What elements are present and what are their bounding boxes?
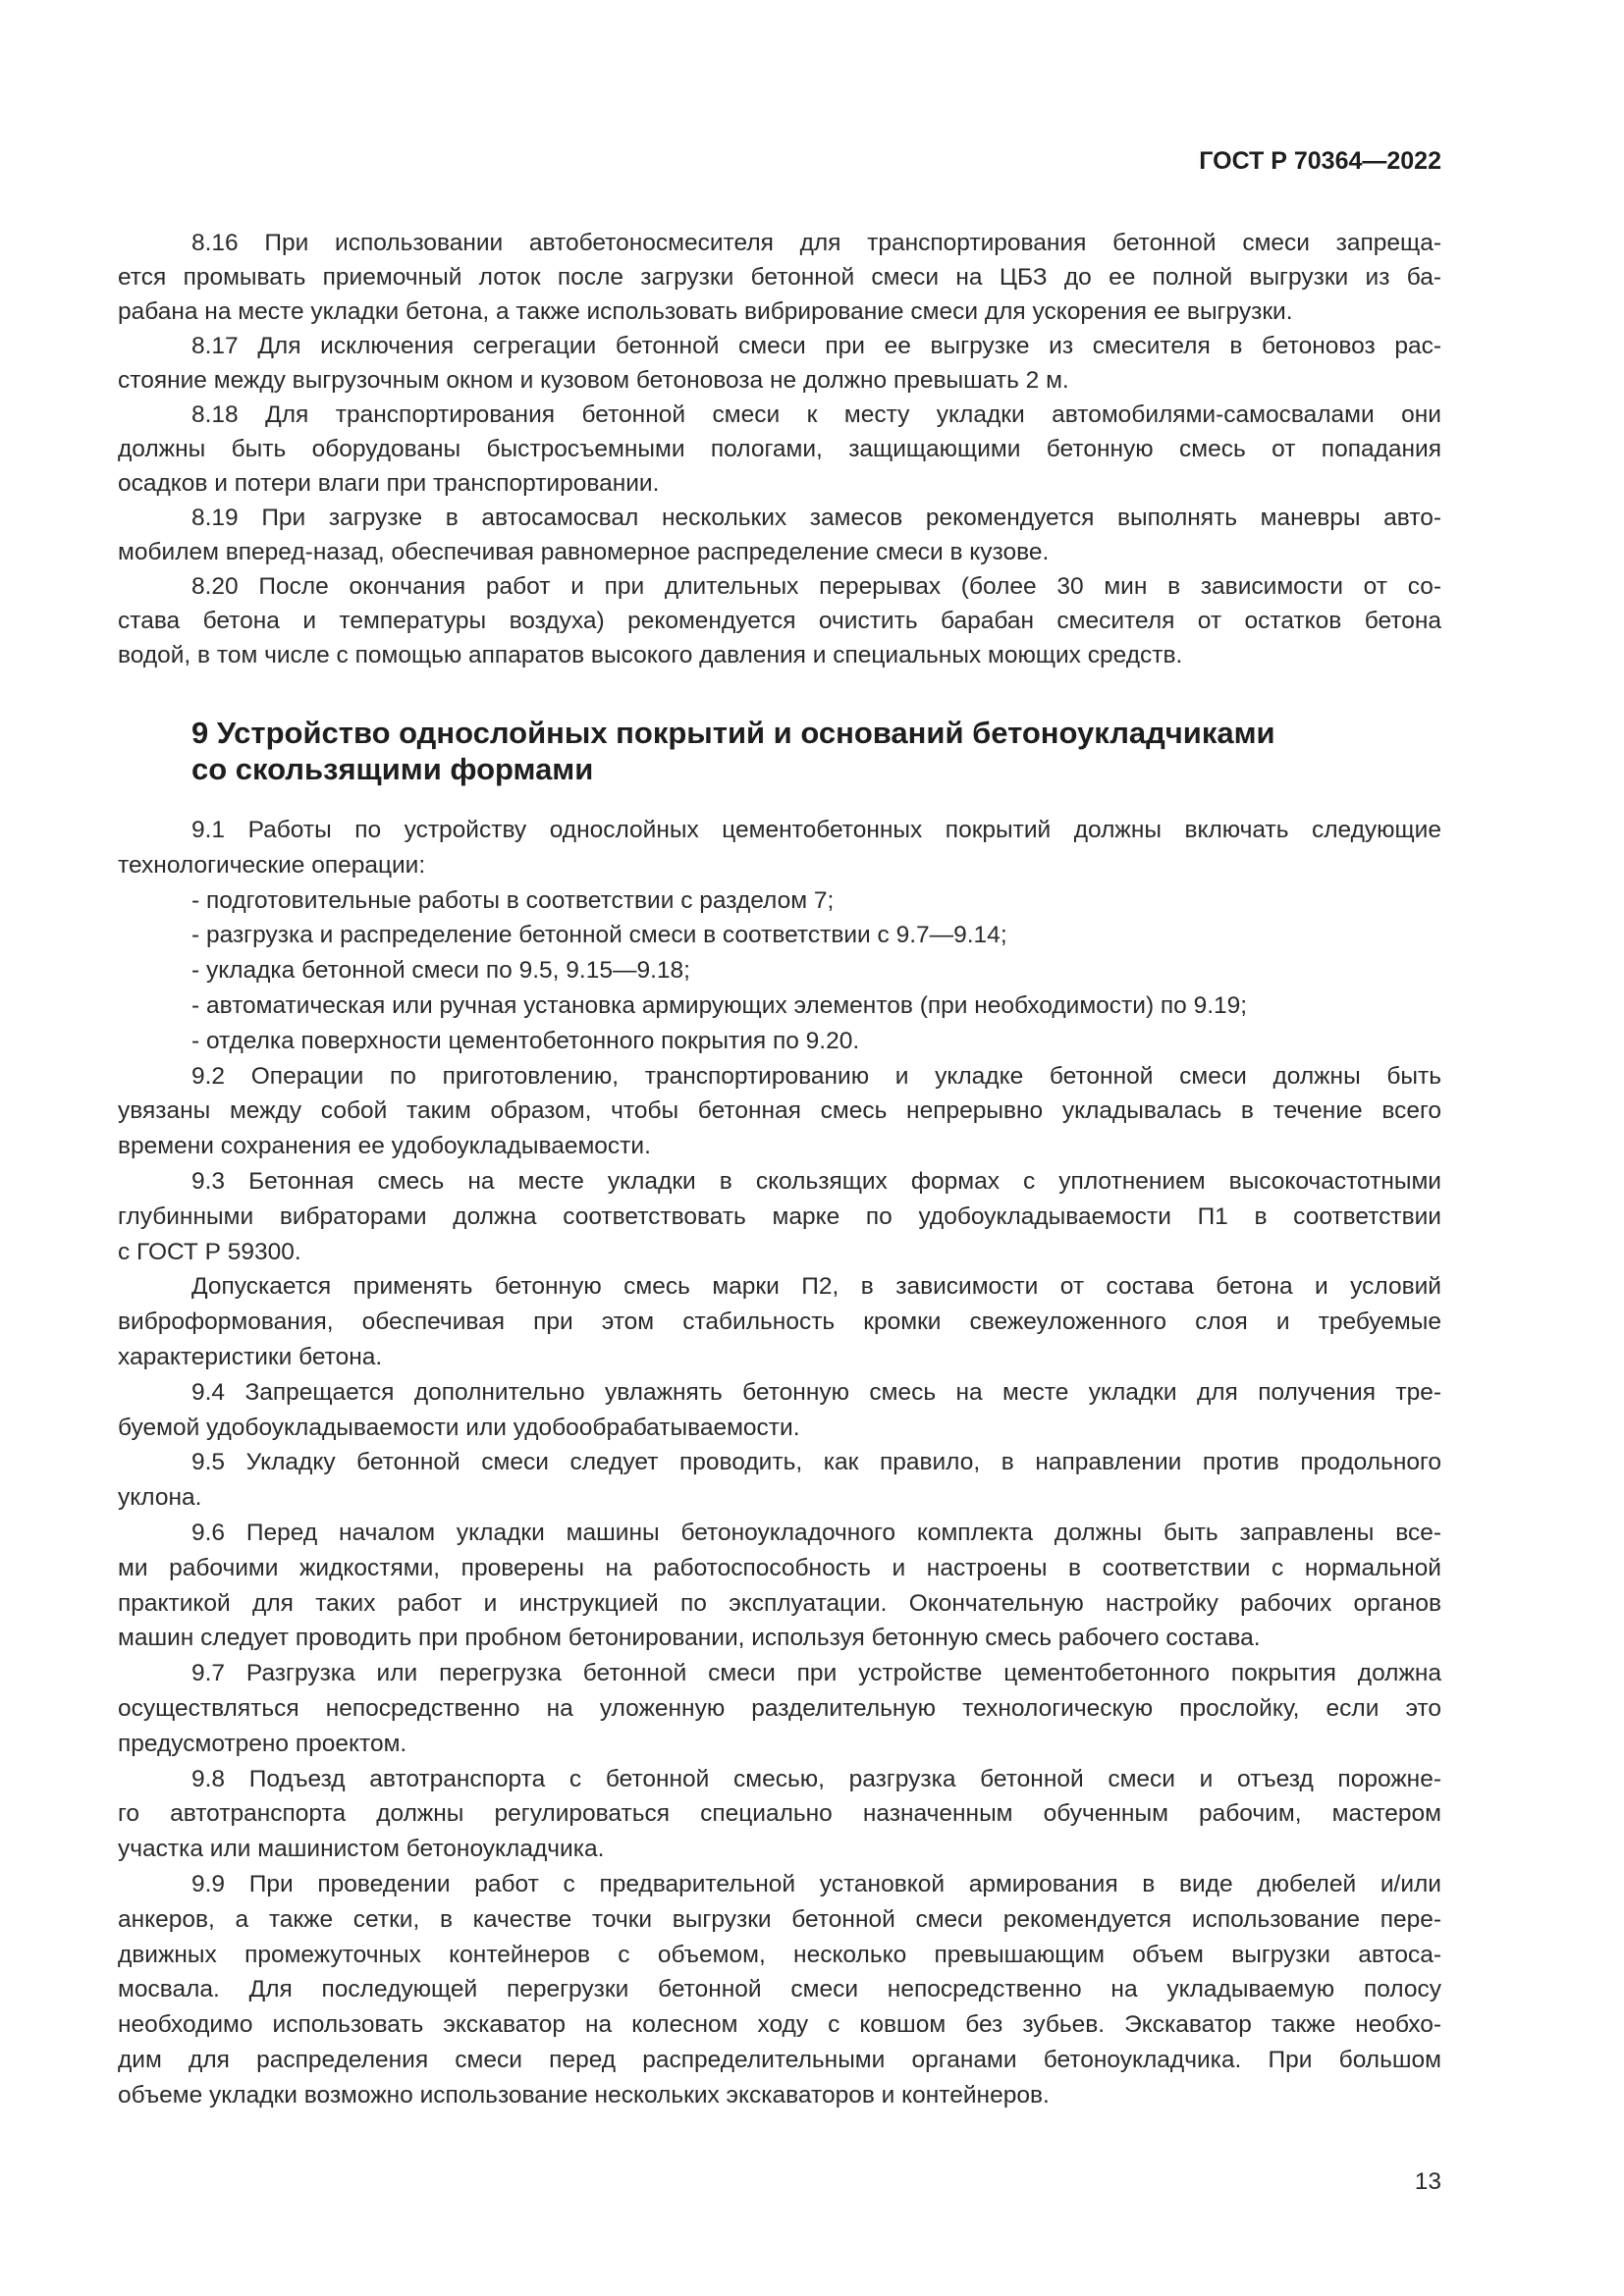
- document-header: ГОСТ Р 70364—2022: [1199, 147, 1441, 175]
- paragraph-line: виброформования, обеспечивая при этом стабильность кромки свежеуложенного слоя и требуемые: [118, 1308, 1441, 1336]
- paragraph-line: движных промежуточных контейнеров с объемом, несколько превышающим объем выгрузки автоса-: [118, 1941, 1441, 1968]
- paragraph-line: глубинными вибраторами должна соответствовать марке по удобоукладываемости П1 в соответствии: [118, 1202, 1441, 1230]
- heading-line: со скользящими формами: [191, 752, 594, 786]
- paragraph-line: 9.3 Бетонная смесь на месте укладки в скользящих формах с уплотнением высокочастотными: [191, 1167, 1441, 1195]
- paragraph-line: дим для распределения смеси перед распределительными органами бетоноукладчика. При большом: [118, 2046, 1441, 2073]
- paragraph-line: 8.19 При загрузке в автосамосвал нескольких замесов рекомендуется выполнять маневры авто-: [191, 505, 1441, 531]
- paragraph-line: практикой для таких работ и инструкцией по эксплуатации. Окончательную настройку рабочих органов: [118, 1589, 1441, 1617]
- list-item: - отделка поверхности цементобетонного покрытия по 9.20.: [191, 1027, 860, 1054]
- paragraph-line: Допускается применять бетонную смесь марки П2, в зависимости от состава бетона и условий: [191, 1273, 1441, 1301]
- paragraph-line: мосвала. Для последующей перегрузки бетонной смеси непосредственно на укладываемую полосу: [118, 1976, 1441, 2003]
- paragraph-line: 8.18 Для транспортирования бетонной смеси к месту укладки автомобилями-самосвалами они: [191, 401, 1441, 428]
- paragraph: [118, 1867, 1441, 2113]
- paragraph: [118, 501, 1441, 569]
- paragraph-line: с ГОСТ Р 59300.: [118, 1238, 301, 1265]
- paragraph-line: должны быть оборудованы быстросъемными пологами, защищающими бетонную смесь от попадания: [118, 436, 1441, 462]
- paragraph-line: буемой удобоукладываемости или удобообрабатываемости.: [118, 1414, 800, 1441]
- section-9-heading: [118, 715, 1441, 787]
- section-9-body: [118, 813, 1441, 2112]
- page-number: 13: [1414, 2168, 1441, 2195]
- paragraph-line: предусмотрено проектом.: [118, 1730, 407, 1757]
- paragraph-line: времени сохранения ее удобоукладываемости.: [118, 1133, 651, 1160]
- paragraph-line: ми рабочими жидкостями, проверены на работоспособность и настроены в соответствии с нормальной: [118, 1554, 1441, 1581]
- paragraph-line: ется промывать приемочный лоток после загрузки бетонной смеси на ЦБЗ до ее полной выгрузки из ба-: [118, 264, 1441, 291]
- paragraph: [118, 1375, 1441, 1446]
- paragraph-line: мобилем вперед-назад, обеспечивая равномерное распределение смеси в кузове.: [118, 539, 1050, 565]
- paragraph-line: стояние между выгрузочным окном и кузовом бетоновоза не должно превышать 2 м.: [118, 367, 1069, 394]
- paragraph-line: рабана на месте укладки бетона, а также использовать вибрирование смеси для ускорения ее выгрузки.: [118, 298, 1293, 325]
- list-item: - автоматическая или ручная установка армирующих элементов (при необходимости) по 9.19;: [191, 991, 1248, 1019]
- list-item: - укладка бетонной смеси по 9.5, 9.15—9.18;: [191, 957, 690, 985]
- paragraph: [118, 1164, 1441, 1269]
- paragraph: [118, 1656, 1441, 1761]
- paragraph-line: необходимо использовать экскаватор на колесном ходу с ковшом без зубьев. Экскаватор также необхо-: [118, 2011, 1441, 2039]
- paragraph-line: водой, в том числе с помощью аппаратов высокого давления и специальных моющих средств.: [118, 642, 1183, 668]
- paragraph-line: осуществляться непосредственно на уложенную разделительную технологическую прослойку, если это: [118, 1694, 1441, 1722]
- paragraph: [118, 1516, 1441, 1656]
- paragraph: [118, 329, 1441, 398]
- paragraph-line: 9.5 Укладку бетонной смеси следует проводить, как правило, в направлении против продольного: [191, 1449, 1441, 1476]
- paragraph-line: анкеров, а также сетки, в качестве точки выгрузки бетонной смеси рекомендуется использование пере-: [118, 1905, 1441, 1933]
- paragraph-line: 9.6 Перед началом укладки машины бетоноукладочного комплекта должны быть заправлены все-: [191, 1519, 1441, 1546]
- paragraph: [118, 398, 1441, 501]
- list-item: - разгрузка и распределение бетонной смеси в соответствии с 9.7—9.14;: [191, 922, 1007, 949]
- paragraph-line: технологические операции:: [118, 851, 426, 879]
- paragraph-line: 8.16 При использовании автобетоносмесителя для транспортирования бетонной смеси запреща-: [191, 230, 1441, 256]
- section-9: [118, 715, 1441, 2112]
- paragraph: [118, 1059, 1441, 1164]
- paragraph-line: машин следует проводить при пробном бетонировании, используя бетонную смесь рабочего состава.: [118, 1625, 1261, 1652]
- paragraph: [118, 226, 1441, 329]
- paragraph-line: става бетона и температуры воздуха) рекомендуется очистить барабан смесителя от остатков бетона: [118, 608, 1441, 634]
- paragraph-line: характеристики бетона.: [118, 1343, 383, 1370]
- bullet-list: [118, 883, 1441, 1059]
- paragraph: [118, 1445, 1441, 1516]
- paragraph: [118, 1269, 1441, 1374]
- paragraph-line: уклона.: [118, 1484, 202, 1512]
- paragraph-line: го автотранспорта должны регулироваться специально назначенным обученным рабочим, мастером: [118, 1800, 1441, 1828]
- paragraph: [118, 1762, 1441, 1867]
- paragraph-line: 9.7 Разгрузка или перегрузка бетонной смеси при устройстве цементобетонного покрытия должна: [191, 1660, 1441, 1687]
- paragraph-line: участка или машинистом бетоноукладчика.: [118, 1836, 605, 1863]
- paragraph-line: увязаны между собой таким образом, чтобы бетонная смесь непрерывно укладывалась в течение всего: [118, 1097, 1441, 1125]
- paragraph: [118, 569, 1441, 672]
- paragraph-line: 9.2 Операции по приготовлению, транспортированию и укладке бетонной смеси должны быть: [191, 1062, 1441, 1090]
- paragraph-line: 8.20 После окончания работ и при длительных перерывах (более 30 мин в зависимости от со-: [191, 573, 1441, 600]
- section-8: [118, 226, 1441, 672]
- paragraph: [118, 813, 1441, 883]
- paragraph-line: осадков и потери влаги при транспортировании.: [118, 470, 660, 497]
- heading-line: 9 Устройство однослойных покрытий и оснований бетоноукладчиками: [191, 716, 1275, 750]
- paragraph-line: 9.1 Работы по устройству однослойных цементобетонных покрытий должны включать следующие: [191, 817, 1441, 843]
- paragraph-line: 9.4 Запрещается дополнительно увлажнять бетонную смесь на месте укладки для получения тре-: [191, 1378, 1441, 1406]
- paragraph-line: 8.17 Для исключения сегрегации бетонной смеси при ее выгрузке из смесителя в бетоновоз рас-: [191, 333, 1441, 359]
- list-item: - подготовительные работы в соответствии с разделом 7;: [191, 886, 835, 914]
- paragraph-line: объеме укладки возможно использование нескольких экскаваторов и контейнеров.: [118, 2081, 1050, 2109]
- paragraph-line: 9.8 Подъезд автотранспорта с бетонной смесью, разгрузка бетонной смеси и отъезд порожне-: [191, 1765, 1441, 1792]
- paragraph-line: 9.9 При проведении работ с предварительной установкой армирования в виде дюбелей и/или: [191, 1870, 1441, 1897]
